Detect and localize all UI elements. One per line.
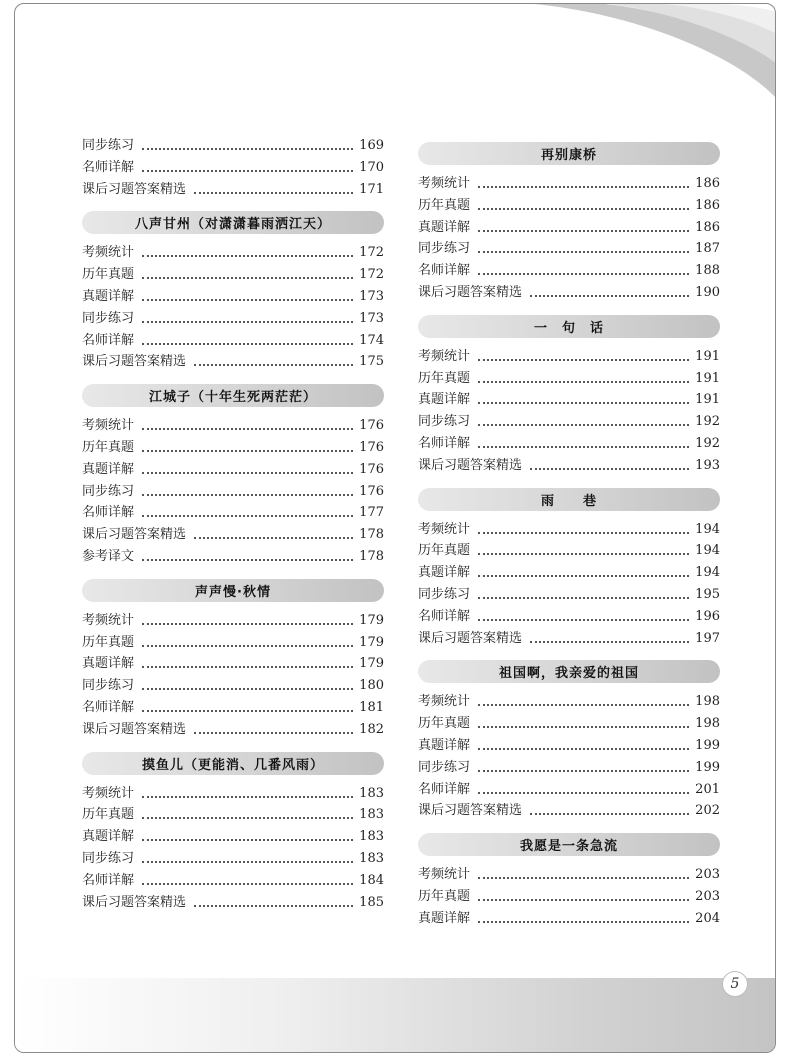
entry-title: 真题详解 (82, 829, 135, 845)
section-header: 祖国啊，我亲爱的祖国 (418, 660, 720, 683)
entry-page-number: 186 (695, 197, 720, 213)
toc-entry[interactable] (82, 283, 384, 305)
toc-entry[interactable] (82, 543, 384, 565)
dot-leader (478, 619, 689, 621)
dot-leader (530, 295, 689, 297)
section-header: 江城子（十年生死两茫茫） (82, 384, 384, 407)
toc-entry[interactable] (82, 845, 384, 867)
entry-page-number: 201 (695, 781, 720, 797)
entry-page-number: 203 (695, 889, 720, 904)
entry-page-number: 187 (695, 241, 720, 257)
entry-page-number: 186 (695, 219, 720, 235)
dot-leader (142, 817, 353, 819)
entry-page-number: 197 (695, 630, 720, 646)
entry-page-number: 191 (695, 348, 720, 364)
toc-entry[interactable] (82, 434, 384, 456)
entry-title: 考频统计 (418, 176, 471, 191)
entry-title: 同步练习 (82, 483, 135, 499)
toc-entry[interactable] (418, 581, 720, 603)
dot-leader (142, 494, 353, 496)
toc-entry[interactable] (82, 694, 384, 716)
section-header: 八声甘州（对潇潇暮雨洒江天） (82, 211, 384, 234)
dot-leader (530, 641, 689, 643)
toc-entry[interactable] (418, 688, 720, 710)
dot-leader (142, 450, 353, 452)
dot-leader (142, 148, 353, 150)
toc-entry[interactable] (82, 132, 384, 154)
entry-page-number: 177 (359, 505, 384, 521)
entry-page-number: 194 (695, 565, 720, 581)
entry-title: 课后习题答案精选 (418, 803, 523, 819)
entry-title: 考频统计 (82, 612, 135, 628)
entry-title: 名师详解 (82, 872, 135, 888)
entry-page-number: 179 (359, 656, 384, 672)
toc-entry[interactable] (418, 257, 720, 279)
dot-leader (478, 186, 689, 188)
entry-page-number: 176 (359, 483, 384, 499)
entry-title: 真题详解 (82, 656, 135, 672)
entry-page-number: 188 (695, 263, 720, 279)
dot-leader (142, 559, 353, 561)
toc-entry[interactable] (418, 343, 720, 365)
toc-entry[interactable] (82, 650, 384, 672)
entry-title: 课后习题答案精选 (418, 630, 523, 646)
entry-title: 同步练习 (418, 587, 471, 602)
entry-title: 考频统计 (418, 694, 471, 710)
entry-title: 历年真题 (418, 197, 471, 213)
toc-entry[interactable] (418, 732, 720, 754)
dot-leader (194, 192, 353, 194)
toc-entry[interactable] (82, 629, 384, 651)
entry-page-number: 174 (359, 332, 384, 348)
section-header: 我愿是一条急流 (418, 833, 720, 856)
toc-entry[interactable] (418, 559, 720, 581)
toc-entry[interactable] (82, 154, 384, 176)
dot-leader (478, 575, 689, 577)
dot-leader (142, 299, 353, 301)
entry-title: 真题详解 (418, 910, 471, 926)
entry-title: 真题详解 (82, 289, 135, 304)
dot-leader (142, 861, 353, 863)
entry-title: 同步练习 (82, 310, 135, 326)
entry-title: 考频统计 (418, 521, 471, 537)
toc-entry[interactable] (418, 537, 720, 559)
entry-page-number: 192 (695, 414, 720, 430)
toc-entry[interactable] (418, 883, 720, 905)
entry-title: 同步练习 (418, 241, 471, 257)
dot-leader (194, 364, 353, 366)
entry-title: 历年真题 (82, 440, 135, 455)
dot-leader (142, 515, 353, 517)
entry-title: 真题详解 (418, 738, 471, 753)
toc-entry[interactable] (82, 607, 384, 629)
entry-title: 历年真题 (82, 267, 135, 283)
entry-page-number: 176 (359, 418, 384, 434)
entry-page-number: 183 (359, 785, 384, 801)
entry-page-number: 199 (695, 759, 720, 775)
entry-title: 名师详解 (82, 159, 135, 175)
bottom-band-decoration (15, 978, 775, 1052)
dot-leader (478, 273, 689, 275)
entry-title: 课后习题答案精选 (418, 285, 523, 300)
entry-title: 考频统计 (82, 785, 135, 801)
dot-leader (478, 899, 689, 901)
dot-leader (142, 343, 353, 345)
toc-entry[interactable] (82, 521, 384, 543)
dot-leader (478, 921, 689, 923)
dot-leader (478, 704, 689, 706)
toc-entry[interactable] (418, 861, 720, 883)
toc-entry[interactable] (418, 235, 720, 257)
toc-entry[interactable] (418, 386, 720, 408)
entry-page-number: 195 (695, 587, 720, 602)
toc-entry[interactable] (82, 412, 384, 434)
toc-entry[interactable] (82, 823, 384, 845)
dot-leader (194, 537, 353, 539)
dot-leader (142, 277, 353, 279)
entry-title: 真题详解 (418, 392, 471, 408)
dot-leader (478, 792, 689, 794)
entry-page-number: 169 (359, 138, 384, 153)
entry-title: 同步练习 (82, 138, 135, 153)
entry-title: 课后习题答案精选 (82, 354, 187, 370)
toc-entry[interactable] (82, 239, 384, 261)
dot-leader (478, 877, 689, 879)
entry-title: 历年真题 (82, 807, 135, 823)
toc-entry[interactable] (418, 192, 720, 214)
dot-leader (142, 883, 353, 885)
entry-page-number: 173 (359, 289, 384, 304)
entry-page-number: 176 (359, 440, 384, 455)
entry-title: 历年真题 (418, 543, 471, 559)
toc-entry[interactable] (418, 408, 720, 430)
entry-title: 名师详解 (82, 700, 135, 715)
entry-page-number: 170 (359, 159, 384, 175)
section-header: 声声慢·秋情 (82, 579, 384, 602)
dot-leader (142, 796, 353, 798)
dot-leader (478, 770, 689, 772)
dot-leader (478, 532, 689, 534)
section-header: 雨 巷 (418, 488, 720, 511)
toc-entry[interactable] (82, 716, 384, 738)
entry-page-number: 175 (359, 354, 384, 370)
entry-title: 真题详解 (418, 565, 471, 581)
toc-entry[interactable] (418, 214, 720, 236)
entry-title: 课后习题答案精选 (82, 181, 187, 197)
entry-page-number: 181 (359, 700, 384, 715)
dot-leader (194, 905, 353, 907)
entry-title: 同步练习 (418, 759, 471, 775)
toc-entry[interactable] (82, 456, 384, 478)
entry-title: 真题详解 (82, 461, 135, 477)
dot-leader (142, 710, 353, 712)
dot-leader (142, 839, 353, 841)
entry-page-number: 182 (359, 721, 384, 737)
entry-title: 名师详解 (82, 505, 135, 521)
toc-entry[interactable] (418, 516, 720, 538)
entry-title: 课后习题答案精选 (82, 527, 187, 543)
entry-title: 同步练习 (418, 414, 471, 430)
dot-leader (478, 251, 689, 253)
entry-page-number: 196 (695, 608, 720, 624)
entry-page-number: 184 (359, 872, 384, 888)
entry-page-number: 198 (695, 694, 720, 710)
dot-leader (142, 666, 353, 668)
dot-leader (142, 428, 353, 430)
toc-entry[interactable] (418, 776, 720, 798)
toc-entry[interactable] (82, 499, 384, 521)
dot-leader (530, 813, 689, 815)
entry-page-number: 172 (359, 245, 384, 261)
entry-title: 考频统计 (418, 867, 471, 883)
entry-page-number: 191 (695, 370, 720, 386)
entry-page-number: 202 (695, 803, 720, 819)
dot-leader (478, 402, 689, 404)
dot-leader (478, 726, 689, 728)
toc-entry[interactable] (418, 279, 720, 301)
entry-title: 历年真题 (418, 889, 471, 904)
dot-leader (142, 645, 353, 647)
dot-leader (142, 170, 353, 172)
toc-entry[interactable] (418, 365, 720, 387)
dot-leader (142, 321, 353, 323)
entry-page-number: 185 (359, 894, 384, 910)
dot-leader (530, 468, 689, 470)
entry-page-number: 176 (359, 461, 384, 477)
entry-title: 名师详解 (418, 608, 471, 624)
toc-entry[interactable] (82, 867, 384, 889)
toc-entry[interactable] (82, 176, 384, 198)
section-header: 摸鱼儿（更能消、几番风雨） (82, 752, 384, 775)
toc-entry[interactable] (82, 261, 384, 283)
entry-title: 历年真题 (82, 634, 135, 650)
entry-page-number: 190 (695, 285, 720, 300)
section-header: 一 句 话 (418, 315, 720, 338)
dot-leader (478, 446, 689, 448)
entry-page-number: 204 (695, 910, 720, 926)
dot-leader (478, 597, 689, 599)
entry-page-number: 180 (359, 678, 384, 694)
toc-entry[interactable] (418, 625, 720, 647)
dot-leader (478, 424, 689, 426)
toc-entry[interactable] (418, 452, 720, 474)
entry-page-number: 178 (359, 549, 384, 564)
toc-entry[interactable] (82, 305, 384, 327)
entry-page-number: 203 (695, 867, 720, 883)
page-number: 5 (722, 971, 748, 997)
toc-entry[interactable] (418, 430, 720, 452)
dot-leader (194, 732, 353, 734)
entry-page-number: 194 (695, 543, 720, 559)
entry-page-number: 194 (695, 521, 720, 537)
entry-page-number: 183 (359, 807, 384, 823)
entry-page-number: 198 (695, 716, 720, 732)
toc-entry[interactable] (82, 801, 384, 823)
entry-title: 名师详解 (82, 332, 135, 348)
dot-leader (142, 472, 353, 474)
entry-title: 考频统计 (82, 418, 135, 434)
entry-page-number: 173 (359, 310, 384, 326)
entry-page-number: 186 (695, 176, 720, 191)
toc-entry[interactable] (418, 603, 720, 625)
entry-title: 真题详解 (418, 219, 471, 235)
entry-page-number: 193 (695, 457, 720, 473)
dot-leader (478, 208, 689, 210)
entry-page-number: 192 (695, 436, 720, 451)
toc-entry[interactable] (82, 889, 384, 911)
dot-leader (142, 623, 353, 625)
entry-title: 课后习题答案精选 (82, 894, 187, 910)
entry-title: 名师详解 (418, 263, 471, 279)
dot-leader (478, 553, 689, 555)
entry-title: 考频统计 (418, 348, 471, 364)
toc-entry[interactable] (82, 348, 384, 370)
dot-leader (478, 230, 689, 232)
entry-page-number: 179 (359, 634, 384, 650)
entry-title: 同步练习 (82, 678, 135, 694)
entry-title: 名师详解 (418, 781, 471, 797)
entry-title: 课后习题答案精选 (82, 721, 187, 737)
entry-title: 历年真题 (418, 716, 471, 732)
toc-entry[interactable] (82, 780, 384, 802)
entry-title: 名师详解 (418, 436, 471, 451)
entry-page-number: 172 (359, 267, 384, 283)
toc-entry[interactable] (418, 710, 720, 732)
entry-title: 历年真题 (418, 370, 471, 386)
toc-entry[interactable] (82, 672, 384, 694)
entry-page-number: 183 (359, 829, 384, 845)
entry-page-number: 191 (695, 392, 720, 408)
toc-entry[interactable] (418, 170, 720, 192)
dot-leader (478, 359, 689, 361)
corner-swoosh-decoration (15, 4, 776, 124)
entry-page-number: 183 (359, 851, 384, 866)
dot-leader (142, 688, 353, 690)
entry-title: 参考译文 (82, 549, 135, 564)
dot-leader (478, 381, 689, 383)
toc-entry[interactable] (418, 797, 720, 819)
toc-entry[interactable] (82, 327, 384, 349)
entry-title: 考频统计 (82, 245, 135, 261)
entry-title: 课后习题答案精选 (418, 457, 523, 473)
entry-title: 同步练习 (82, 851, 135, 866)
entry-page-number: 179 (359, 612, 384, 628)
entry-page-number: 171 (359, 181, 384, 197)
entry-page-number: 178 (359, 527, 384, 543)
toc-entry[interactable] (418, 754, 720, 776)
dot-leader (142, 255, 353, 257)
entry-page-number: 199 (695, 738, 720, 753)
section-header: 再别康桥 (418, 142, 720, 165)
dot-leader (478, 748, 689, 750)
toc-entry[interactable] (418, 905, 720, 927)
toc-entry[interactable] (82, 478, 384, 500)
